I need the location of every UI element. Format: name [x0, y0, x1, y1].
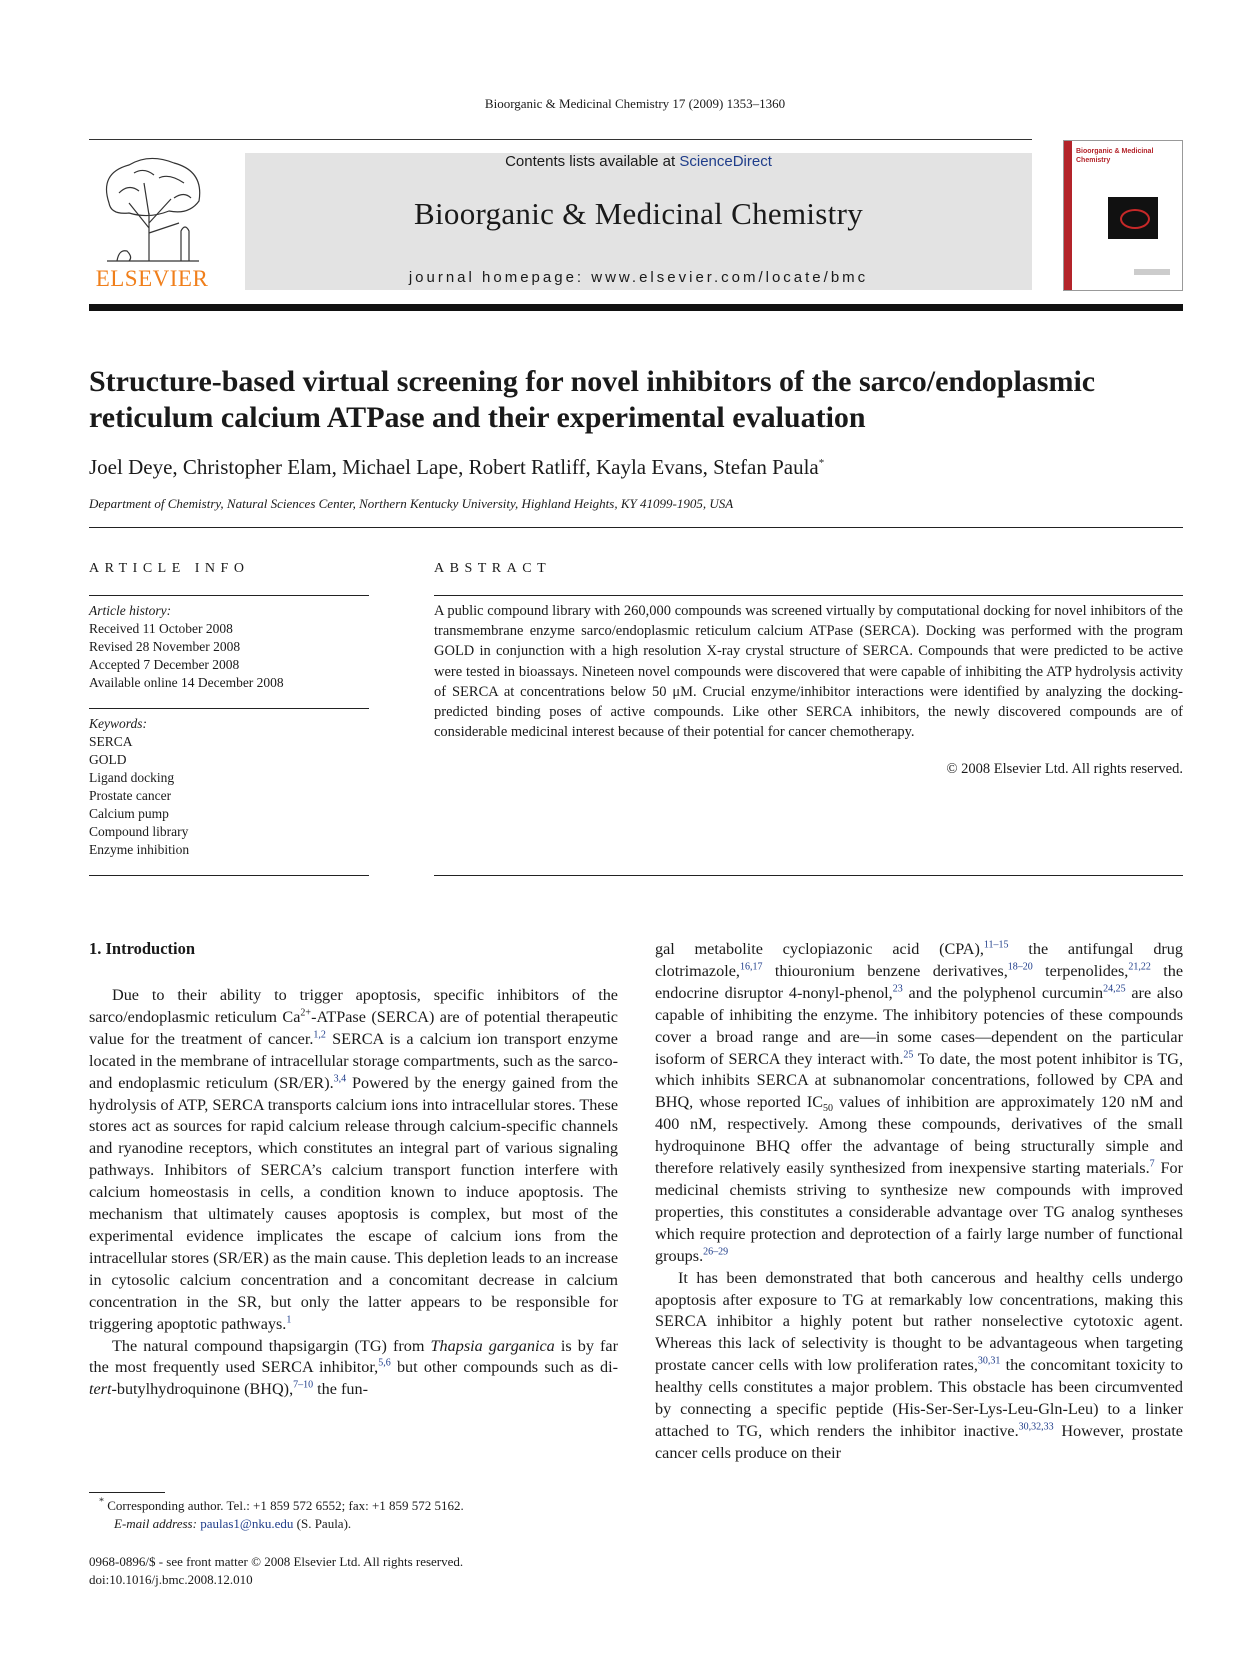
- citation-link[interactable]: 23: [892, 983, 903, 995]
- citation-link[interactable]: 26–29: [703, 1246, 729, 1258]
- contents-line: [245, 153, 1032, 170]
- journal-citation: Bioorganic & Medicinal Chemistry 17 (2009) 1353–1360: [484, 96, 786, 111]
- citation-link[interactable]: 7: [1149, 1158, 1155, 1170]
- history-item: Received 11 October 2008: [89, 621, 233, 636]
- citation-link[interactable]: 5,6: [378, 1358, 391, 1370]
- body-column-left: [89, 985, 618, 1401]
- citation-link[interactable]: 1,2: [313, 1029, 326, 1041]
- author-mark[interactable]: *: [818, 457, 825, 469]
- section-heading-introduction: 1. Introduction: [89, 939, 196, 958]
- keywords: [89, 715, 369, 859]
- history-item: Accepted 7 December 2008: [89, 657, 240, 672]
- citation-link[interactable]: 11–15: [983, 939, 1009, 951]
- citation-link[interactable]: 18–20: [1007, 961, 1033, 973]
- header-rule: [89, 139, 1032, 140]
- citation-link[interactable]: 21,22: [1128, 961, 1151, 973]
- history-item: Revised 28 November 2008: [89, 639, 241, 654]
- article-title: Structure-based virtual screening for novel inhibitors of the sarco/endoplasmic reticulum calcium ATPase and their experimental evaluation: [89, 365, 1096, 434]
- cover-title: Bioorganic & Medicinal Chemistry: [1076, 148, 1154, 164]
- intro-paragraph: The natural compound thapsigargin (TG) from Thapsia garganica is by far the most frequently used SERCA inhibitor,$^{5,6}$ but other compounds such as di-tert-butylhydroquinone (BHQ),$^{7-10}$ the fun-: [89, 1336, 618, 1399]
- keyword: Prostate cancer: [89, 788, 172, 803]
- citation-link[interactable]: 30,32,33: [1018, 1421, 1054, 1433]
- keywords-label: Keywords:: [89, 716, 147, 731]
- info-rule: [89, 595, 369, 596]
- intro-paragraph-continued: gal metabolite cyclopiazonic acid (CPA),$^{11-15}$ the antifungal drug clotrimazole,$^{16,17}$ thiouronium benzene derivatives,$^{18-20}$ terpenolides,$^{21,22}$ the endocrine disruptor 4-nonyl-phenol,$^{23}$ and the polyphenol curcumin$^{24,25}$ are also capable of inhibiting the enzyme. The inhibitory potencies of these compounds cover a broad range and are—in some cases—dependent on the particular isoform of SERCA they interact with.$^{25}$ To date, the most potent inhibitor is TG, which inhibits SERCA at subnanomolar concentrations, followed by CPA and BHQ, whose reported $IC_{50}$ values of inhibition are approximately 120 nM and 400 nM, respectively. Among these compounds, derivatives of the small hydroquinone BHQ offer the advantage of being structurally simple and therefore relatively easily synthesized from inexpensive starting materials.$^7$ For medicinal chemists striving to synthesize new compounds with improved properties, this constitutes a considerable advantage over TG analog syntheses which require protection and deprotection of a fairly large number of functional groups.$^{26-29}$: [655, 939, 1184, 1265]
- author-list: [89, 455, 1183, 480]
- keyword: Calcium pump: [89, 806, 169, 821]
- sciencedirect-link[interactable]: ScienceDirect: [679, 153, 772, 170]
- issn-line: 0968-0896/$ - see front matter © 2008 Elsevier Ltd. All rights reserved.: [89, 1554, 464, 1569]
- citation-link[interactable]: 25: [903, 1049, 914, 1061]
- history-item: Available online 14 December 2008: [89, 675, 284, 690]
- citation-link[interactable]: 16,17: [739, 961, 763, 973]
- affiliation: Department of Chemistry, Natural Sciences Center, Northern Kentucky University, Highland Heights, KY 41099-1905, USA: [89, 496, 734, 511]
- contents-prefix: Contents lists available at: [505, 153, 680, 170]
- title-rule: [89, 527, 1183, 528]
- keyword: Compound library: [89, 824, 189, 839]
- doi-line[interactable]: doi:10.1016/j.bmc.2008.12.010: [89, 1572, 253, 1587]
- page-footer: [89, 1553, 629, 1589]
- citation-link[interactable]: 30,31: [977, 1355, 1001, 1367]
- abstract-copyright: © 2008 Elsevier Ltd. All rights reserved.: [946, 761, 1183, 777]
- email-link[interactable]: paulas1@nku.edu: [200, 1516, 294, 1531]
- cover-graphic: [1108, 197, 1158, 239]
- citation-link[interactable]: 1: [286, 1314, 292, 1326]
- body-column-right: [655, 939, 1183, 1465]
- journal-homepage[interactable]: journal homepage: www.elsevier.com/locate/bmc: [408, 269, 869, 286]
- keyword: SERCA: [89, 734, 133, 749]
- header-thick-rule: [89, 304, 1183, 311]
- keyword: Ligand docking: [89, 770, 175, 785]
- info-rule: [89, 875, 369, 876]
- intro-paragraph: Due to their ability to trigger apoptosis, specific inhibitors of the sarco/endoplasmic reticulum $Ca^{2+}$-ATPase (SERCA) are of potential therapeutic value for the treatment of cancer.$^{1,2}$ SERCA is a calcium ion transport enzyme located in the membrane of intracellular storage compartments, such as the sarco- and endoplasmic reticulum (SR/ER).$^{3,4}$ Powered by the energy gained from the hydrolysis of ATP, SERCA transports calcium ions into intracellular stores. These stores act as sources for rapid calcium release through calcium-specific channels and ryanodine receptors, which constitutes an integral part of various signaling pathways. Inhibitors of SERCA’s calcium transport function interfere with calcium homeostasis in cells, a condition known to induce apoptosis. The mechanism that ultimately causes apoptosis is complex, but most of the experimental evidence implicates the escape of calcium ions from the intracellular stores (SR/ER) as the main cause. This depletion leads to an increase in cytosolic calcium concentration and a concomitant decrease in calcium concentration in the SR, but only the latter appears to be responsible for triggering apoptotic pathways.$^1$: [89, 986, 619, 1333]
- publisher-name: ELSEVIER: [95, 266, 209, 291]
- abstract-text: A public compound library with 260,000 compounds was screened virtually by computational docking for novel inhibitors of the transmembrane enzyme sarco/endoplasmic reticulum calcium ATPase (SERCA). Docking was performed with the program GOLD in conjunction with a high resolution X-ray crystal structure of SERCA. Compounds that were predicted to be active were tested in bioassays. Nineteen novel compounds were discovered that were capable of inhibiting the ATP hydrolysis activity of SERCA at concentrations below 50 μM. Crucial enzyme/inhibitor interactions were identified by analyzing the docking-predicted binding poses of active compounds. Like other SERCA inhibitors, the newly discovered compounds are of considerable medicinal interest because of their potential for cancer chemotherapy.: [434, 603, 1183, 741]
- info-rule: [89, 708, 369, 709]
- keyword: GOLD: [89, 752, 127, 767]
- authors: Joel Deye, Christopher Elam, Michael Lape, Robert Ratliff, Kayla Evans, Stefan Paula: [89, 455, 819, 479]
- citation-link[interactable]: 7–10: [293, 1379, 314, 1391]
- journal-title: Bioorganic & Medicinal Chemistry: [414, 196, 863, 231]
- citation-link[interactable]: 24,25: [1103, 983, 1126, 995]
- journal-cover-image: [1063, 140, 1183, 291]
- intro-paragraph: It has been demonstrated that both cancerous and healthy cells undergo apoptosis after exposure to TG at remarkably low concentrations, making this SERCA inhibitor a highly potent but rather nonselective cytotoxic agent. Whereas this lack of selectivity is thought to be advantageous when targeting prostate cancer cells with low proliferation rates,$^{30,31}$ the concomitant toxicity to healthy cells constitutes a major problem. This obstacle has been circumvented by connecting a specific peptide (His-Ser-Ser-Lys-Leu-Gln-Leu) to a linker attached to TG, which renders the inhibitor inactive.$^{30,32,33}$ However, prostate cancer cells produce on their: [655, 1268, 1183, 1462]
- footnote-rule: [89, 1492, 165, 1493]
- citation-link[interactable]: 3,4: [333, 1073, 347, 1085]
- abstract-heading: ABSTRACT: [434, 561, 552, 576]
- article-history: [89, 602, 369, 692]
- history-label: Article history:: [89, 603, 172, 618]
- article-info-heading: ARTICLE INFO: [89, 561, 250, 576]
- abstract-rule: [434, 595, 1183, 596]
- corresponding-author-footnote: * Corresponding author. Tel.: +1 859 572 6552; fax: +1 859 572 5162. E-mail address: paulas1@nku.edu (S. Paula).: [99, 1496, 464, 1531]
- abstract-rule: [434, 875, 1183, 876]
- keyword: Enzyme inhibition: [89, 842, 190, 857]
